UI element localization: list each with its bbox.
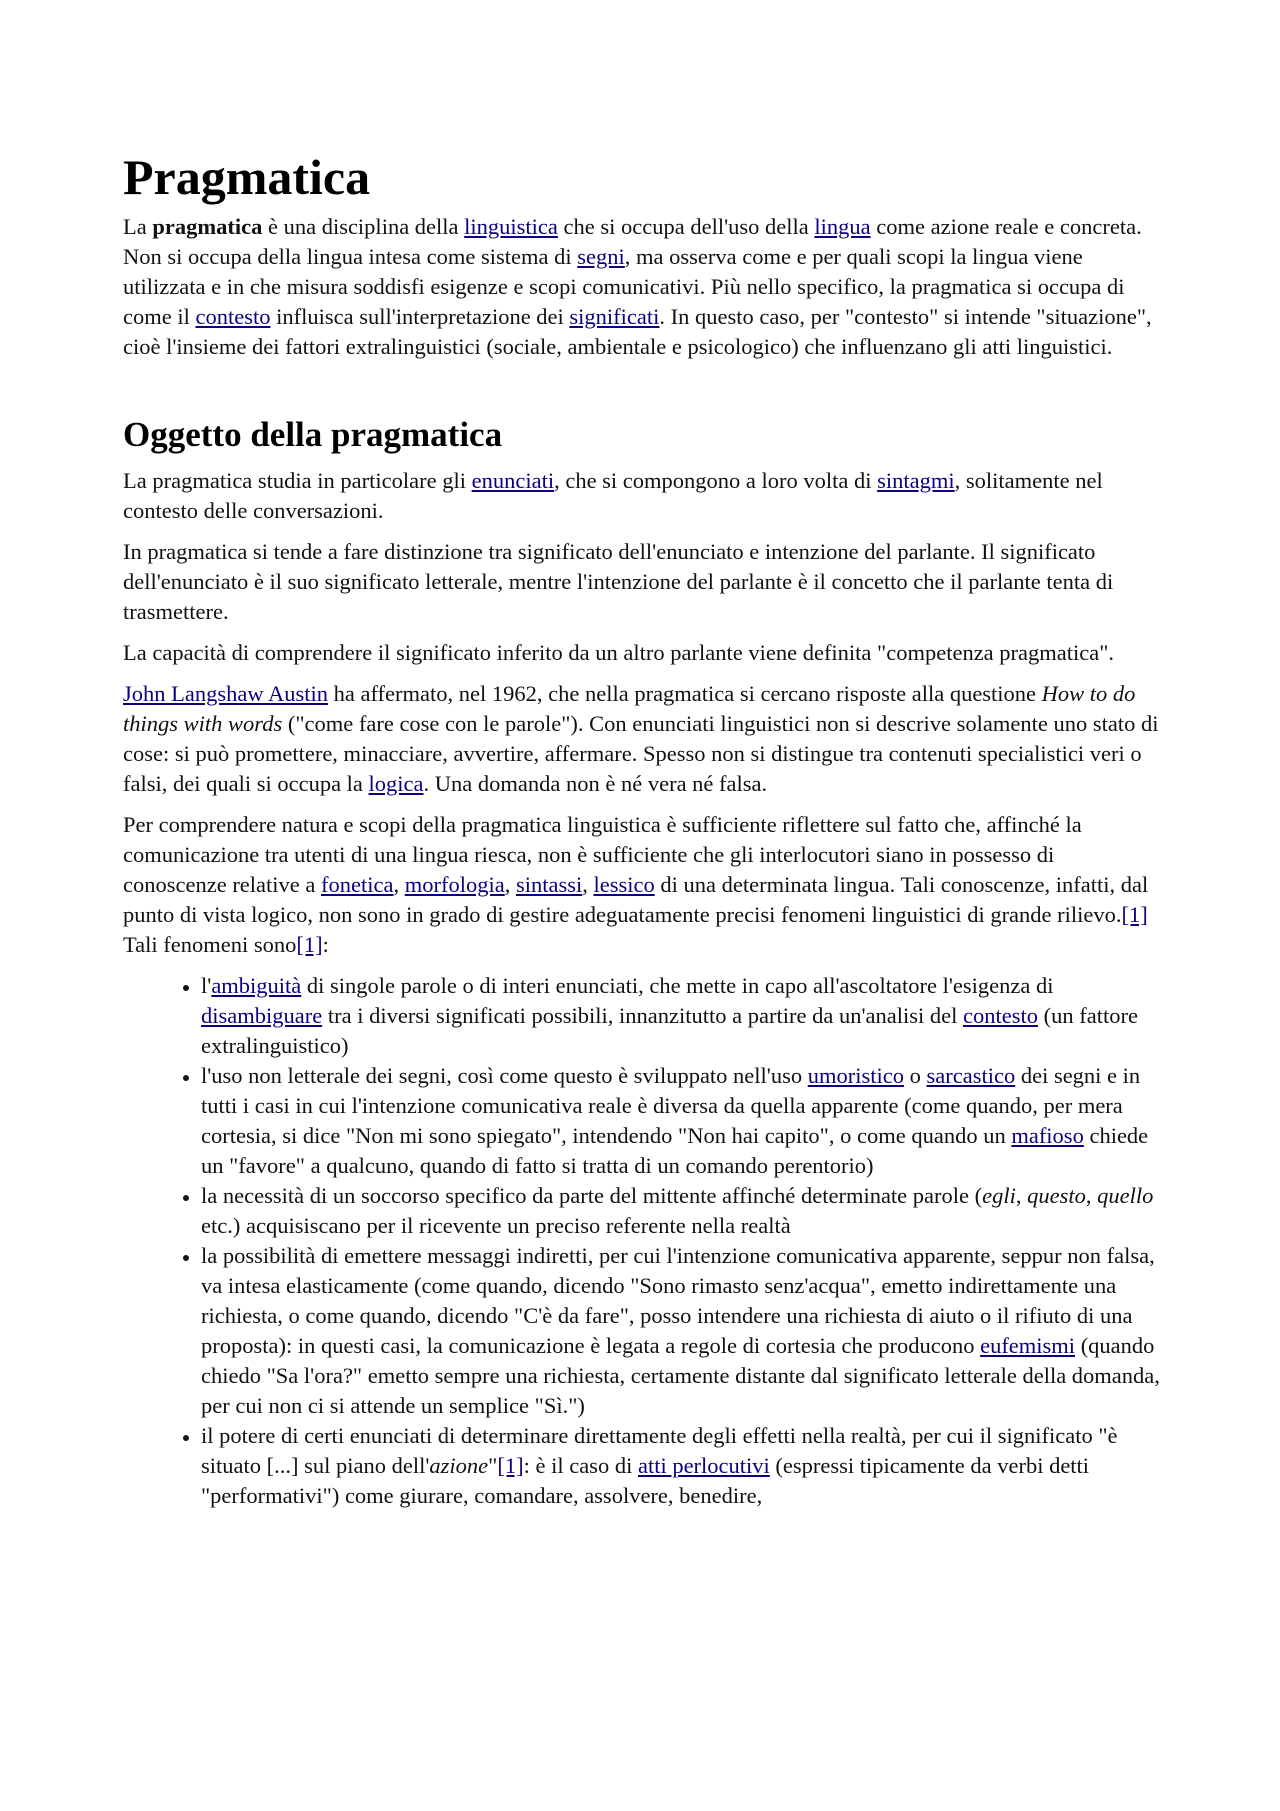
list-item: • la necessità di un soccorso specifico da parte del mittente affinché determinate parole (egli, questo, quello etc.) acquisiscano per il ricevente un preciso referente nella realtà bbox=[201, 1181, 1163, 1241]
paragraph: Per comprendere natura e scopi della pragmatica linguistica è sufficiente riflettere sul fatto che, affinché la comunicazione tra utenti di una lingua riesca, non è sufficiente che gli interlocutori siano in possesso di conoscenze relative a fonetica, morfologia, sintassi, lessico di una determinata lingua. Tali conoscenze, infatti, dal punto di vista logico, non sono in grado di gestire adeguatamente precisi fenomeni linguistici di grande rilievo.[1] Tali fenomeni sono[1]: bbox=[123, 812, 1149, 957]
link-sintagmi[interactable]: sintagmi bbox=[877, 468, 955, 493]
paragraph: In pragmatica si tende a fare distinzione tra significato dell'enunciato e intenzione del parlante. Il significato dell'enunciato è il suo significato letterale, mentre l'intenzione del parlante è il concetto che il parlante tenta di trasmettere. bbox=[123, 539, 1114, 624]
link-logica[interactable]: logica bbox=[368, 771, 424, 796]
section-heading: Oggetto della pragmatica bbox=[123, 415, 503, 454]
article bbox=[123, 148, 1163, 1511]
link-linguistica[interactable]: linguistica bbox=[464, 214, 558, 239]
link-lessico[interactable]: lessico bbox=[593, 872, 655, 897]
link-contesto[interactable]: contesto bbox=[963, 1003, 1038, 1028]
link-disambiguare[interactable]: disambiguare bbox=[201, 1003, 323, 1028]
paragraph: La pragmatica studia in particolare gli enunciati, che si compongono a loro volta di sintagmi, solitamente nel contesto delle conversazioni. bbox=[123, 468, 1103, 523]
phenomena-list bbox=[123, 971, 1163, 1511]
paragraph: John Langshaw Austin ha affermato, nel 1962, che nella pragmatica si cercano risposte alla questione How to do things with words ("come fare cose con le parole"). Con enunciati linguistici non si descrive solamente uno stato di cose: si può promettere, minacciare, avvertire, affermare. Spesso non si distingue tra contenuti specialistici veri o falsi, dei quali si occupa la logica. Una domanda non è né vera né falsa. bbox=[123, 681, 1159, 796]
link-significati[interactable]: significati bbox=[569, 304, 660, 329]
reference-link[interactable]: [1] bbox=[497, 1453, 524, 1478]
link-segni[interactable]: segni bbox=[577, 244, 625, 269]
link-sintassi[interactable]: sintassi bbox=[515, 872, 583, 897]
link-umoristico[interactable]: umoristico bbox=[807, 1063, 904, 1088]
link-john-langshaw-austin[interactable]: John Langshaw Austin bbox=[123, 681, 328, 706]
list-item: • l'ambiguità di singole parole o di interi enunciati, che mette in capo all'ascoltatore l'esigenza di disambiguare tra i diversi significati possibili, innanzitutto a partire da un'analisi del contesto (un fattore extralinguistico) bbox=[201, 971, 1163, 1061]
link-eufemismi[interactable]: eufemismi bbox=[980, 1333, 1076, 1358]
link-atti-perlocutivi[interactable]: atti perlocutivi bbox=[637, 1453, 770, 1478]
link-enunciati[interactable]: enunciati bbox=[471, 468, 555, 493]
reference-link[interactable]: [1] bbox=[1121, 902, 1148, 927]
list-item: • il potere di certi enunciati di determinare direttamente degli effetti nella realtà, per cui il significato "è situato [...] sul piano dell'azione"[1]: è il caso di atti perlocutivi (espressi tipicamente da verbi detti "performativi") come giurare, comandare, assolvere, benedire, bbox=[201, 1421, 1163, 1511]
link-morfologia[interactable]: morfologia bbox=[404, 872, 505, 897]
reference-link[interactable]: [1] bbox=[296, 932, 323, 957]
intro-paragraph: La pragmatica è una disciplina della linguistica che si occupa dell'uso della lingua come azione reale e concreta. Non si occupa della lingua intesa come sistema di segni, ma osserva come e per quali scopi la lingua viene utilizzata e in che misura soddisfi esigenze e scopi comunicativi. Più nello specifico, la pragmatica si occupa di come il contesto influisca sull'interpretazione dei significati. In questo caso, per "contesto" si intende "situazione", cioè l'insieme dei fattori extralinguistici (sociale, ambientale e psicologico) che influenzano gli atti linguistici. bbox=[123, 214, 1152, 359]
link-lingua[interactable]: lingua bbox=[814, 214, 871, 239]
list-item: • l'uso non letterale dei segni, così come questo è sviluppato nell'uso umoristico o sarcastico dei segni e in tutti i casi in cui l'intenzione comunicativa reale è diversa da quella apparente (come quando, per mera cortesia, si dice "Non mi sono spiegato", intendendo "Non hai capito", o come quando un mafioso chiede un "favore" a qualcuno, quando di fatto si tratta di un comando perentorio) bbox=[201, 1061, 1163, 1181]
paragraph: La capacità di comprendere il significato inferito da un altro parlante viene definita "competenza pragmatica". bbox=[123, 640, 1115, 665]
page-title: Pragmatica bbox=[123, 149, 371, 205]
link-sarcastico[interactable]: sarcastico bbox=[926, 1063, 1016, 1088]
link-fonetica[interactable]: fonetica bbox=[321, 872, 394, 897]
link-ambiguita[interactable]: ambiguità bbox=[211, 973, 302, 998]
list-item: • la possibilità di emettere messaggi indiretti, per cui l'intenzione comunicativa apparente, seppur non falsa, va intesa elasticamente (come quando, dicendo "Sono rimasto senz'acqua", emetto indirettamente una richiesta, o come quando, dicendo "C'è da fare", posso intendere una richiesta di aiuto o il rifiuto di una proposta): in questi casi, la comunicazione è legata a regole di cortesia che producono eufemismi (quando chiedo "Sa l'ora?" emetto sempre una richiesta, certamente distante dal significato letterale della domanda, per cui non ci si attende un semplice "Sì.") bbox=[201, 1241, 1163, 1421]
bold-term: pragmatica bbox=[152, 214, 263, 239]
link-mafioso[interactable]: mafioso bbox=[1011, 1123, 1084, 1148]
link-contesto[interactable]: contesto bbox=[195, 304, 271, 329]
italic-title: How to do things with words bbox=[123, 681, 1136, 736]
